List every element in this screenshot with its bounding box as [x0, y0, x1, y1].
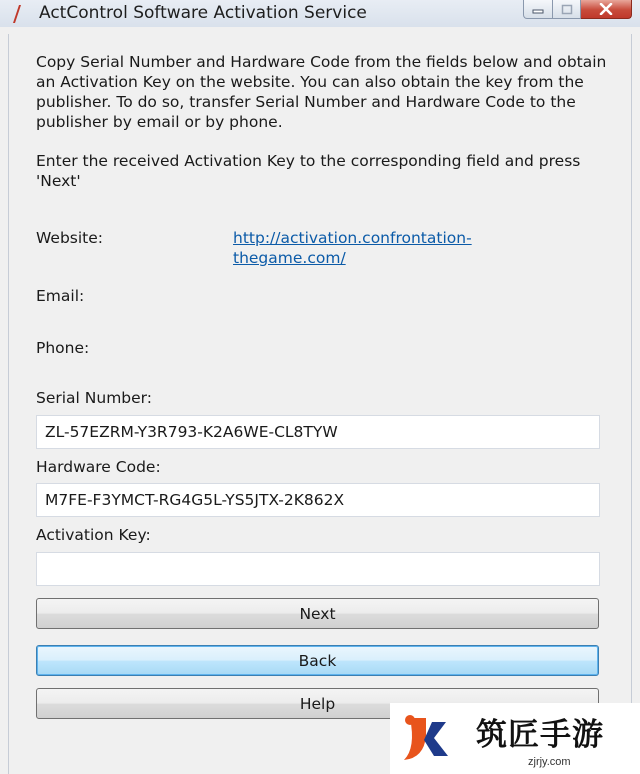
hardware-code-label: Hardware Code:: [36, 458, 161, 476]
close-button[interactable]: [581, 0, 632, 19]
watermark-url: zjrjy.com: [528, 756, 571, 768]
app-icon: [12, 4, 22, 24]
website-link[interactable]: http://activation.confrontation-thegame.com/: [233, 229, 472, 267]
maximize-icon: [561, 4, 573, 15]
activation-instructions-text: Enter the received Activation Key to the corresponding field and press 'Next': [36, 152, 581, 190]
activation-key-label: Activation Key:: [36, 526, 151, 544]
watermark-brand: 筑匠手游: [476, 717, 604, 753]
watermark-logo-icon: [396, 708, 456, 768]
email-label: Email:: [36, 287, 85, 305]
close-icon: [599, 3, 613, 15]
maximize-button[interactable]: [553, 0, 581, 19]
next-button[interactable]: Next: [36, 598, 599, 629]
help-button[interactable]: Help: [36, 688, 599, 719]
minimize-button[interactable]: [523, 0, 553, 19]
window-title: ActControl Software Activation Service: [39, 3, 367, 23]
serial-number-label: Serial Number:: [36, 389, 153, 407]
hardware-code-field[interactable]: [36, 483, 600, 517]
title-bar[interactable]: [0, 0, 640, 27]
window-controls: [523, 0, 632, 20]
website-label: Website:: [36, 229, 104, 247]
back-button[interactable]: Back: [36, 645, 599, 676]
phone-label: Phone:: [36, 339, 90, 357]
watermark: [390, 703, 640, 774]
minimize-icon: [532, 4, 544, 14]
serial-number-field[interactable]: [36, 415, 600, 449]
activation-key-field[interactable]: [36, 552, 600, 586]
instructions-text: Copy Serial Number and Hardware Code from the fields below and obtain an Activation Key on the website. You can also obtain the key from the publisher. To do so, transfer Serial Number and Hardware Code to the publisher by email or by phone.: [36, 53, 607, 131]
